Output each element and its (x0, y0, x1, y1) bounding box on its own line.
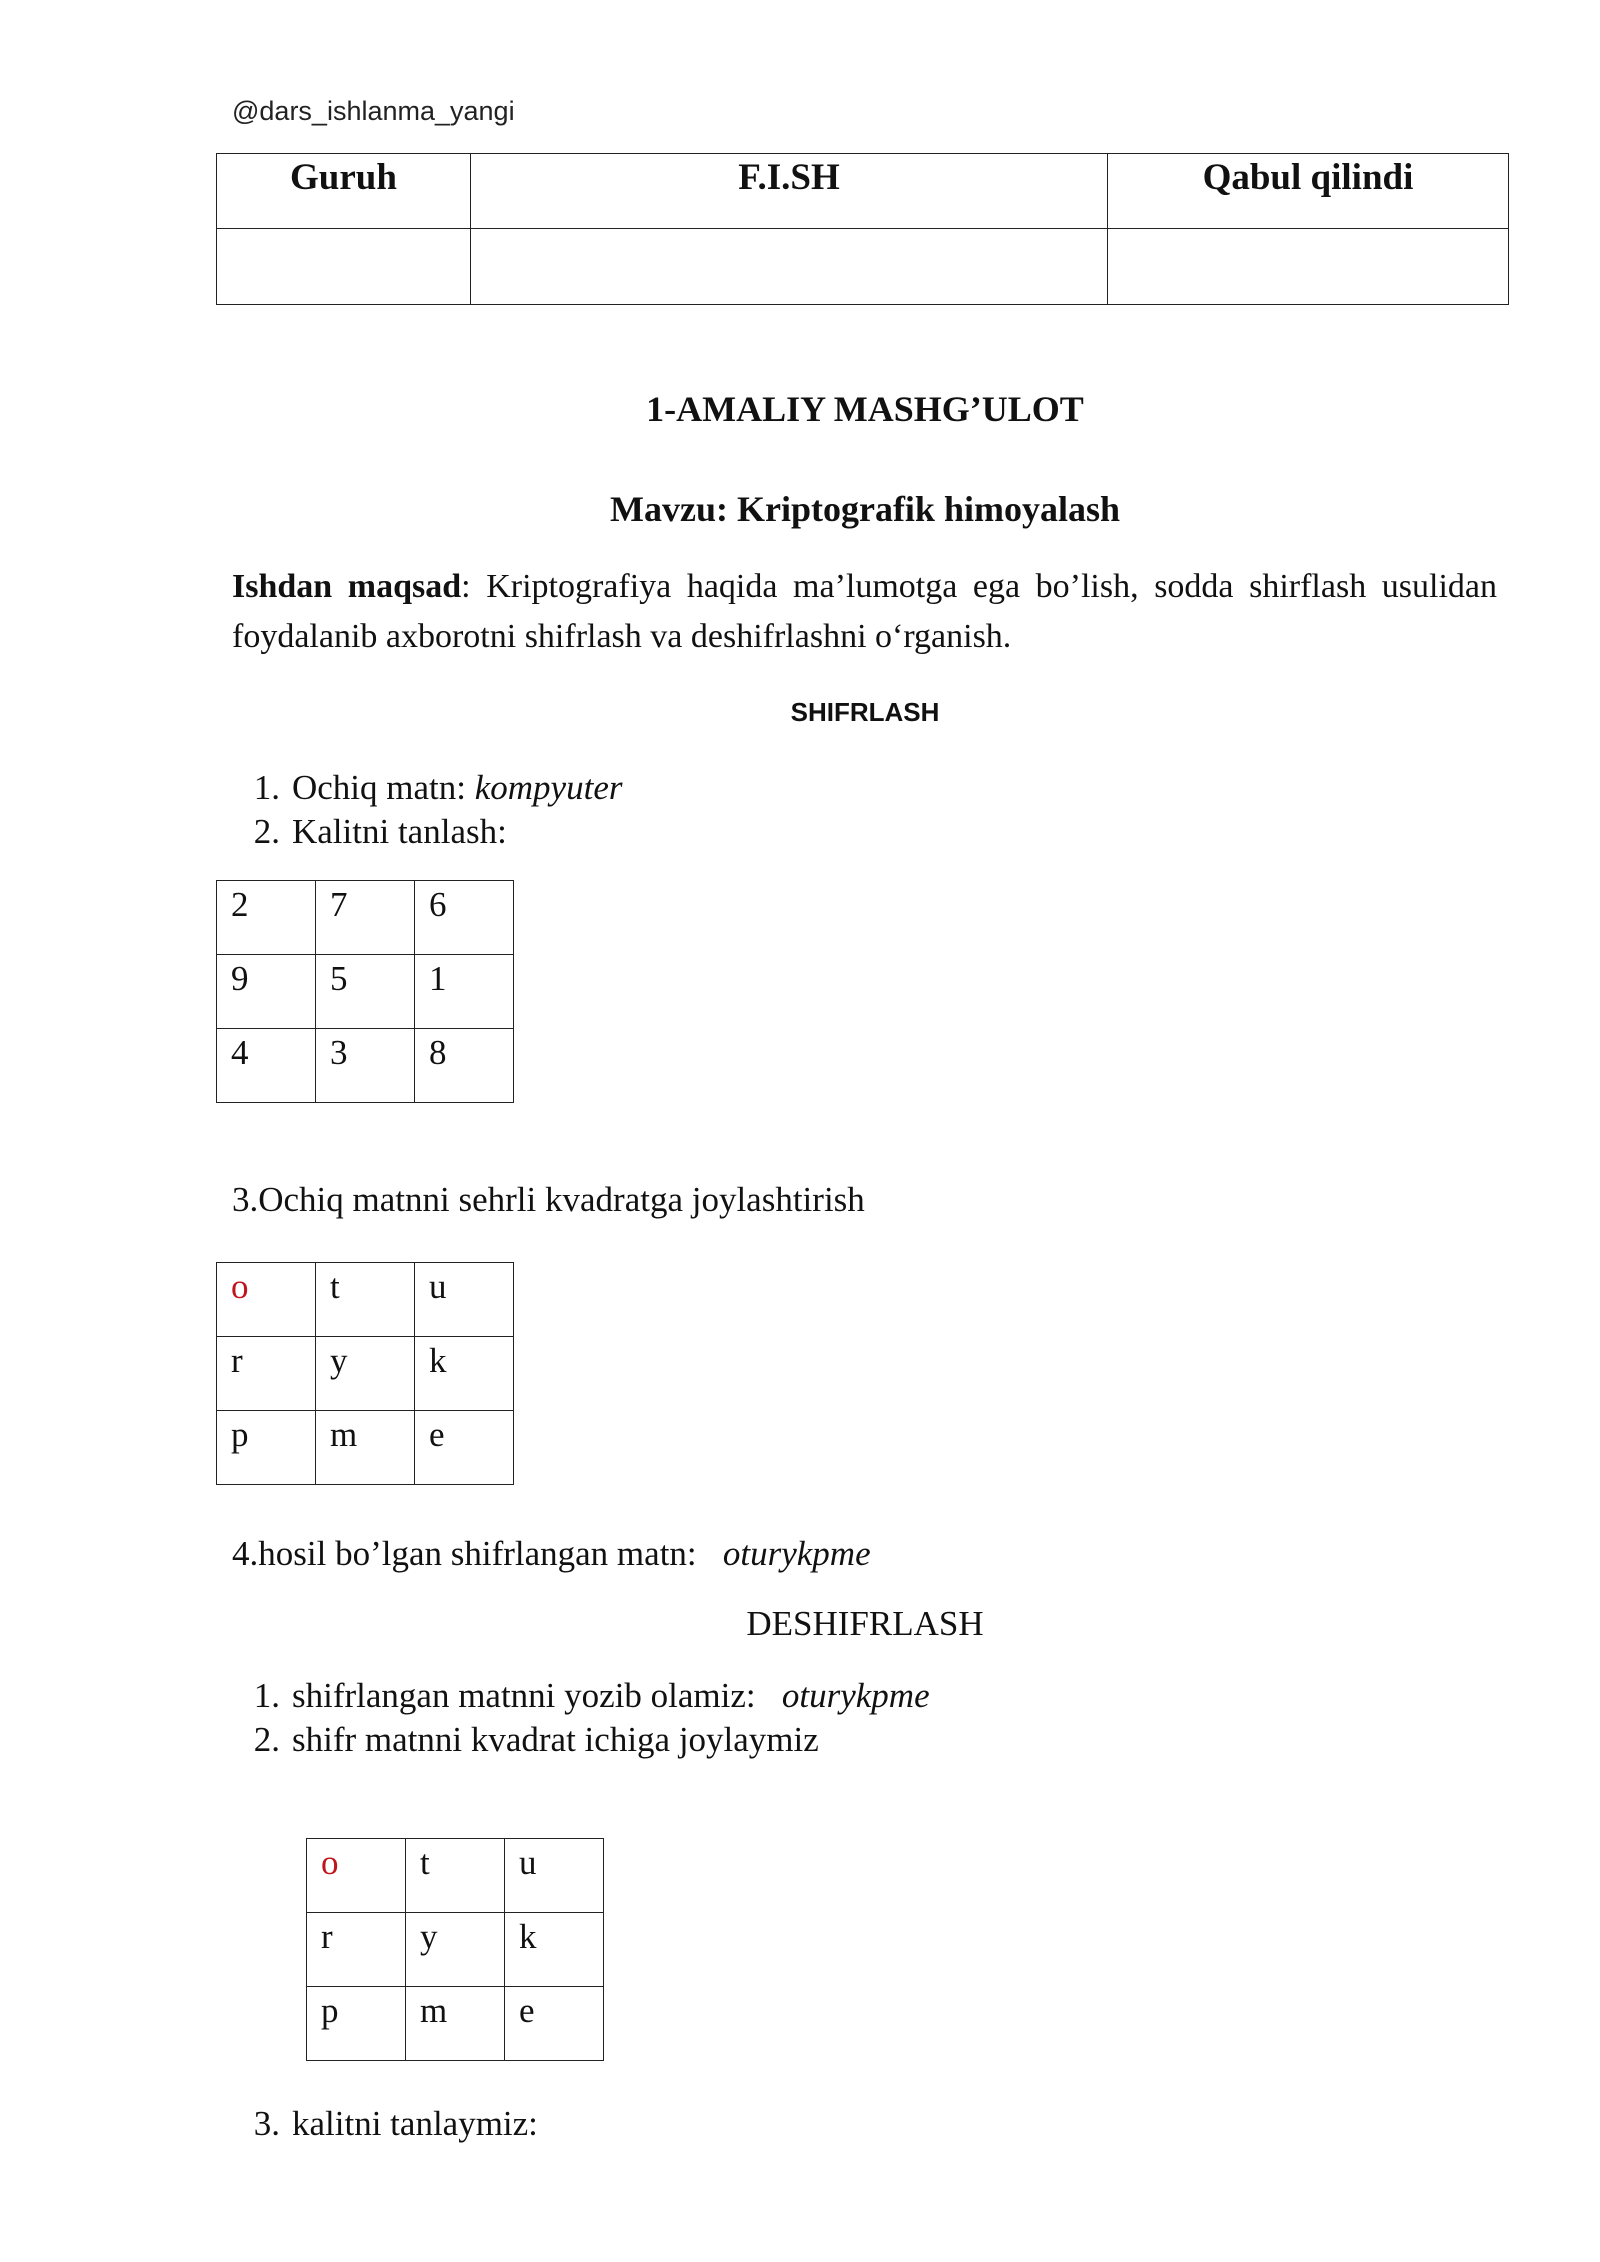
decryption-steps-list (232, 1674, 930, 1762)
encryption-steps-list (232, 766, 622, 854)
table-row (217, 1337, 514, 1411)
decryption-step-3 (232, 2102, 538, 2146)
topic-title: Mavzu: Kriptografik himoyalash (610, 489, 1120, 529)
decrypt-cell: r (307, 1913, 406, 1987)
decrypt-cell: y (406, 1913, 505, 1987)
list-item: 1. Ochiq matn: kompyuter (253, 768, 623, 807)
table-row (217, 1411, 514, 1485)
decryption-heading: DESHIFRLASH (746, 1604, 984, 1643)
encryption-heading: SHIFRLASH (790, 697, 940, 727)
ciphertext-value: oturykpme (781, 1676, 930, 1715)
key-cell: 6 (415, 881, 514, 955)
table-row (217, 229, 1509, 305)
decryption-square-table (306, 1838, 604, 2061)
lesson-title: 1-AMALIY MASHG’ULOT (646, 389, 1084, 429)
table-row (307, 1913, 604, 1987)
header-cell-name: F.I.SH (471, 154, 1108, 229)
plaintext-value: kompyuter (474, 768, 623, 807)
decrypt-cell-highlighted: o (307, 1839, 406, 1913)
key-cell: 5 (316, 955, 415, 1029)
decrypt-cell: k (505, 1913, 604, 1987)
list-item: 2. shifr matnni kvadrat ichiga joylaymiz (253, 1720, 819, 1759)
header-cell-group: Guruh (217, 154, 471, 229)
decrypt-cell: m (406, 1987, 505, 2061)
decrypt-cell: e (505, 1987, 604, 2061)
magic-cell: k (415, 1337, 514, 1411)
key-cell: 7 (316, 881, 415, 955)
magic-cell: r (217, 1337, 316, 1411)
table-cell[interactable] (217, 229, 471, 305)
watermark: @dars_ishlanma_yangi (232, 96, 515, 126)
header-table (216, 153, 1509, 305)
table-row (217, 881, 514, 955)
table-row (307, 1839, 604, 1913)
list-item: 2. Kalitni tanlash: (253, 812, 507, 851)
header-cell-accepted: Qabul qilindi (1108, 154, 1509, 229)
goal-label: Ishdan maqsad (232, 568, 462, 605)
magic-square-table (216, 1262, 514, 1485)
table-row (217, 1029, 514, 1103)
table-cell[interactable] (1108, 229, 1509, 305)
magic-cell: u (415, 1263, 514, 1337)
step-3-text: 3.Ochiq matnni sehrli kvadratga joylashtirish (232, 1180, 865, 1219)
key-cell: 4 (217, 1029, 316, 1103)
magic-cell: m (316, 1411, 415, 1485)
magic-cell: p (217, 1411, 316, 1485)
decrypt-cell: t (406, 1839, 505, 1913)
list-item: 1. shifrlangan matnni yozib olamiz: oturykpme (253, 1676, 930, 1715)
decrypt-cell: u (505, 1839, 604, 1913)
key-cell: 3 (316, 1029, 415, 1103)
table-cell[interactable] (471, 229, 1108, 305)
goal-paragraph (232, 562, 1497, 662)
header-row (217, 154, 1509, 229)
magic-cell: e (415, 1411, 514, 1485)
key-cell: 9 (217, 955, 316, 1029)
key-cell: 2 (217, 881, 316, 955)
step-4-text: 4.hosil bo’lgan shifrlangan matn: oturykpme (232, 1534, 871, 1573)
list-item: 3. kalitni tanlaymiz: (253, 2104, 538, 2143)
ciphertext-value: oturykpme (722, 1534, 871, 1573)
magic-cell-highlighted: o (217, 1263, 316, 1337)
magic-cell: y (316, 1337, 415, 1411)
key-cell: 8 (415, 1029, 514, 1103)
goal-text: : Kriptografiya haqida ma’lumotga ega bo’lish, sodda shirflash usulidan foydalanib axborotni shifrlash va deshifrlashni o‘rganish. (232, 568, 1497, 655)
table-row (307, 1987, 604, 2061)
key-square-table (216, 880, 514, 1103)
decrypt-cell: p (307, 1987, 406, 2061)
table-row (217, 955, 514, 1029)
table-row (217, 1263, 514, 1337)
key-cell: 1 (415, 955, 514, 1029)
magic-cell: t (316, 1263, 415, 1337)
